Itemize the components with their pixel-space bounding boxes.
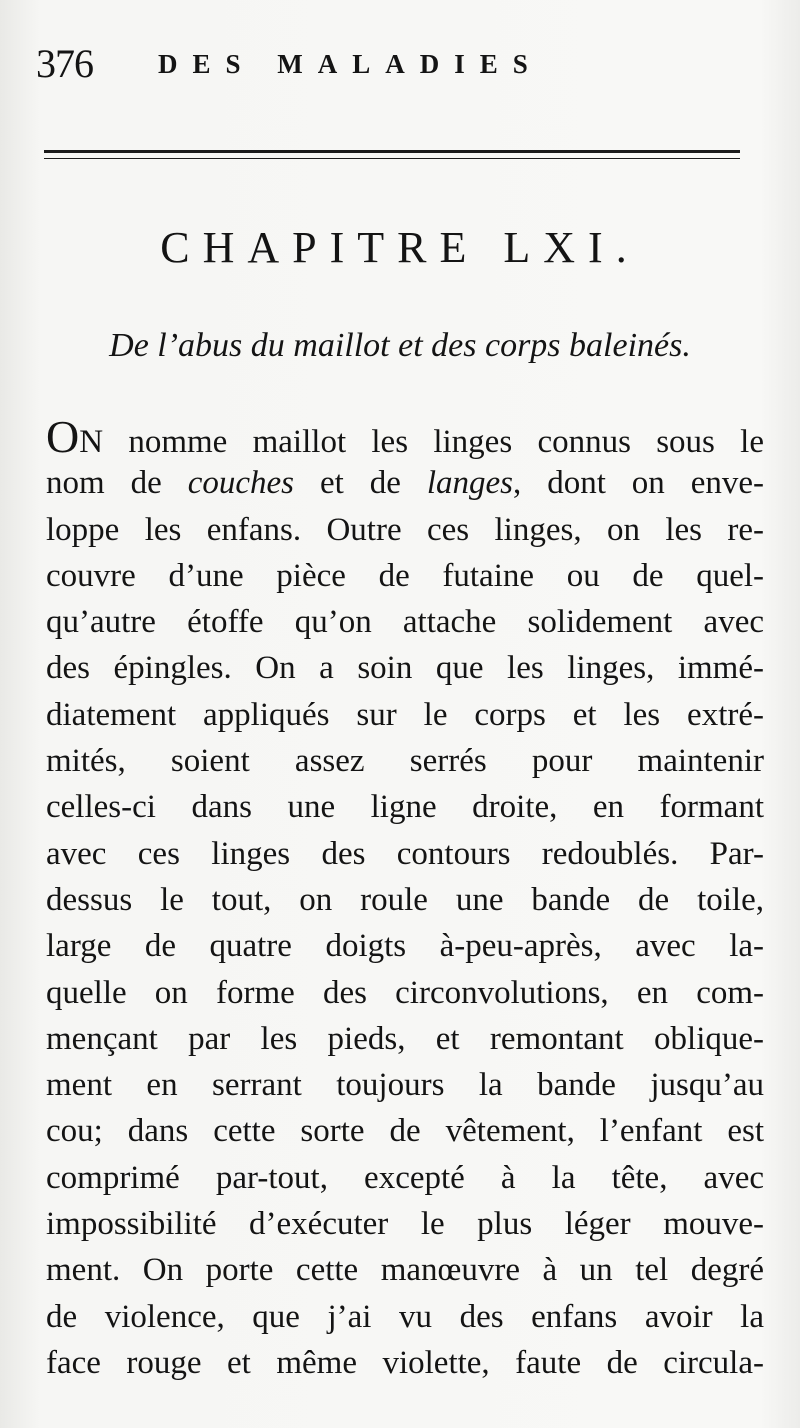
header-rule-thick (44, 150, 740, 153)
italic-term: couches (187, 465, 295, 502)
line-text: N nomme maillot les linges connus sous le (79, 424, 764, 460)
body-lines (46, 507, 764, 1387)
text-line: diatement appliqués sur le corps et les extré- (46, 696, 764, 733)
page-header (36, 40, 756, 100)
text-line (46, 460, 764, 506)
text-line: de violence, que j’ai vu des enfans avoir la (46, 1298, 764, 1335)
text-line: ment en serrant toujours la bande jusqu’au (46, 1067, 764, 1104)
line-text: , dont on enve- (513, 465, 765, 502)
running-head: DES MALADIES (158, 49, 543, 79)
drop-capital: O (46, 411, 80, 462)
line-text: et de (319, 465, 401, 502)
text-line (46, 411, 764, 462)
text-line: comprimé par-tout, excepté à la tête, avec (46, 1159, 764, 1196)
text-line: qu’autre étoffe qu’on attache solidement avec (46, 604, 764, 641)
chapter-subtitle: De l’abus du maillot et des corps baleinés. (109, 327, 691, 364)
text-line: quelle on forme des circonvolutions, en com- (46, 974, 764, 1011)
text-line: large de quatre doigts à-peu-après, avec la- (46, 928, 764, 965)
text-line: mités, soient assez serrés pour maintenir (46, 743, 764, 780)
chapter-title: CHAPITRE LXI. (160, 223, 640, 272)
text-line: des épingles. On a soin que les linges, immé- (46, 650, 764, 687)
text-line: cou; dans cette sorte de vêtement, l’enfant est (46, 1113, 764, 1150)
text-line: dessus le tout, on roule une bande de toile, (46, 881, 764, 918)
header-rule-thin (44, 158, 740, 159)
text-line: avec ces linges des contours redoublés. Par- (46, 835, 764, 872)
text-line: impossibilité d’exécuter le plus léger mouve- (46, 1206, 764, 1243)
text-line: mençant par les pieds, et remontant oblique- (46, 1020, 764, 1057)
italic-term: langes (426, 465, 513, 502)
text-line: couvre d’une pièce de futaine ou de quel- (46, 557, 764, 594)
text-line: celles-ci dans une ligne droite, en formant (46, 789, 764, 826)
body-text (46, 411, 765, 1386)
line-text: nom de (46, 465, 162, 502)
text-line: face rouge et même violette, faute de circula- (46, 1344, 764, 1381)
page-number: 376 (36, 41, 93, 86)
text-line: ment. On porte cette manœuvre à un tel degré (46, 1252, 764, 1289)
text-line: loppe les enfans. Outre ces linges, on les re- (46, 511, 764, 548)
